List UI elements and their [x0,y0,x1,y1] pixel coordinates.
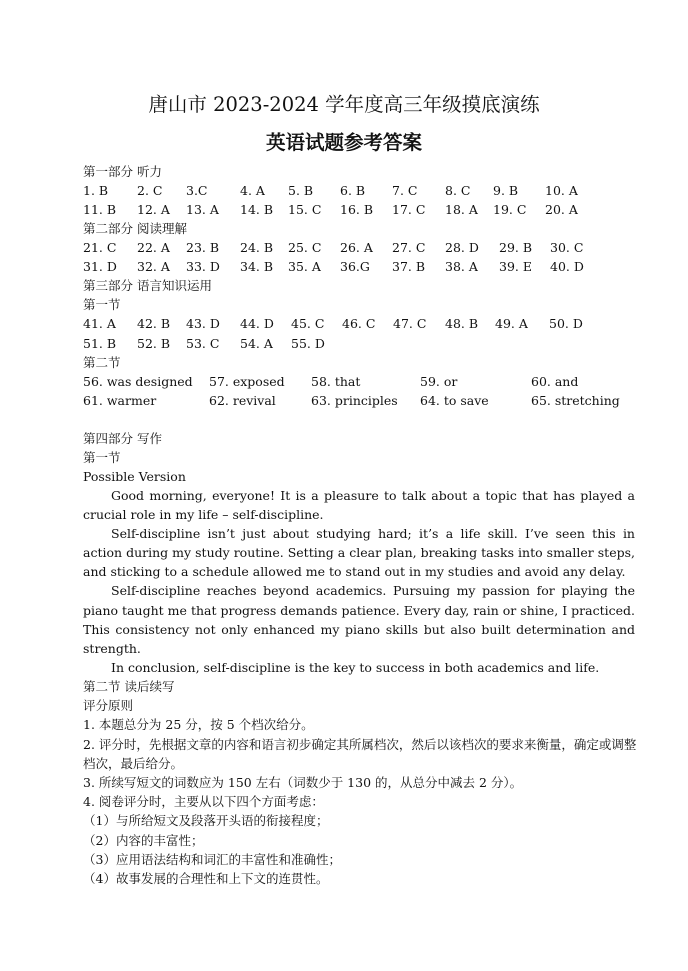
answer-cell: 3.C [186,183,208,198]
answer-cell: 23. B [186,240,220,255]
part2-answer-row [83,257,639,276]
answer-cell: 58. that [311,374,361,389]
answer-cell: 42. B [137,316,171,331]
answer-cell: 28. D [445,240,479,255]
part1-answer-row [83,181,639,200]
part3-fill-row [83,391,639,410]
answer-cell: 2. C [137,183,163,198]
rules-heading: 评分原则 [83,698,134,714]
answer-cell: 56. was designed [83,374,193,389]
rule-item: （2）内容的丰富性； [83,832,204,848]
answer-cell: 6. B [340,183,366,198]
rule-item: 4. 阅卷评分时，主要从以下四个方面考虑： [83,794,324,810]
rule-item: （3）应用语法结构和词汇的丰富性和准确性； [83,851,341,867]
answer-cell: 32. A [137,259,170,274]
answer-cell: 49. A [495,316,528,331]
answer-cell: 53. C [186,336,220,351]
possible-version-label: Possible Version [83,469,186,484]
answer-cell: 19. C [493,202,527,217]
answer-cell: 10. A [545,183,578,198]
answer-cell: 45. C [291,316,325,331]
answer-cell: 39. E [499,259,532,274]
part4-section1-heading: 第一节 [83,450,121,465]
part1-answer-row [83,200,639,219]
answer-cell: 37. B [392,259,426,274]
answer-cell: 22. A [137,240,170,255]
answer-cell: 1. B [83,183,109,198]
rule-item: 1. 本题总分为 25 分，按 5 个档次给分。 [83,717,314,733]
answer-cell: 17. C [392,202,426,217]
scoring-section [83,677,639,888]
answer-cell: 59. or [420,374,458,389]
answer-cell: 15. C [288,202,322,217]
answer-cell: 5. B [288,183,314,198]
answer-cell: 36.G [340,259,370,274]
part2-answer-row [83,238,639,257]
part2-heading: 第二部分 阅读理解 [83,221,187,236]
part4-heading: 第四部分 写作 [83,431,162,446]
rule-item: 2. 评分时，先根据文章的内容和语言初步确定其所属档次，然后以该档次的要求来衡量，确定或调整档次，最后给分。 [83,736,637,771]
essay-paragraph: Self-discipline isn’t just about studying hard; it’s a life skill. I’ve seen this in action during my study routine. Setting a clear plan, breaking tasks into smaller steps, and sticking to a schedule allowed me to stand out in my studies and avoid any delay. [83,526,635,580]
answer-cell: 20. A [545,202,578,217]
answer-cell: 21. C [83,240,117,255]
part3-answer-row [83,314,639,333]
part3-heading: 第三部分 语言知识运用 [83,278,212,293]
part1-heading: 第一部分 听力 [83,164,162,179]
answer-cell: 16. B [340,202,374,217]
answer-cell: 55. D [291,336,325,351]
rule-item: 3. 所续写短文的词数应为 150 左右（词数少于 130 的，从总分中减去 2 分）。 [83,775,523,791]
essay-text [83,486,635,677]
answer-cell: 54. A [240,336,273,351]
page-title: 唐山市 2023-2024 学年度高三年级摸底演练 [148,93,540,116]
answer-cell: 65. stretching [531,393,620,408]
answer-cell: 35. A [288,259,321,274]
part4-section2-heading: 第二节 读后续写 [83,679,175,694]
answer-cell: 63. principles [311,393,398,408]
answer-cell: 33. D [186,259,220,274]
answer-cell: 25. C [288,240,322,255]
answer-cell: 47. C [393,316,427,331]
answer-cell: 44. D [240,316,274,331]
answer-cell: 27. C [392,240,426,255]
part3-section2-heading: 第二节 [83,355,121,370]
answer-cell: 4. A [240,183,265,198]
answer-cell: 38. A [445,259,478,274]
essay-paragraph: Self-discipline reaches beyond academics. Pursuing my passion for playing the piano taught me that progress demands patience. Every day, rain or shine, I practiced. This consistency not only enhanced my piano skills but also built determination and strength. [83,583,635,656]
answer-cell: 8. C [445,183,471,198]
answer-cell: 52. B [137,336,171,351]
answer-cell: 24. B [240,240,274,255]
answer-cell: 26. A [340,240,373,255]
answer-cell: 50. D [549,316,583,331]
answer-cell: 11. B [83,202,117,217]
answer-cell: 9. B [493,183,519,198]
rule-item: （4）故事发展的合理性和上下文的连贯性。 [83,871,329,887]
answer-cell: 18. A [445,202,478,217]
answer-cell: 43. D [186,316,220,331]
answer-cell: 30. C [550,240,584,255]
answer-cell: 7. C [392,183,418,198]
answer-cell: 40. D [550,259,584,274]
answer-cell: 31. D [83,259,117,274]
answer-cell: 48. B [445,316,479,331]
answer-cell: 51. B [83,336,117,351]
answer-cell: 29. B [499,240,533,255]
part3-fill-row [83,372,639,391]
essay-paragraph: In conclusion, self-discipline is the key to success in both academics and life. [111,659,600,675]
answer-cell: 61. warmer [83,393,157,408]
answer-cell: 14. B [240,202,274,217]
answer-cell: 57. exposed [209,374,285,389]
answer-cell: 12. A [137,202,170,217]
answer-cell: 64. to save [420,393,489,408]
essay-paragraph: Good morning, everyone! It is a pleasure to talk about a topic that has played a crucial role in my life – self-discipline. [83,488,635,523]
answer-cell: 46. C [342,316,376,331]
answer-cell: 13. A [186,202,219,217]
answer-cell: 34. B [240,259,274,274]
answer-cell: 41. A [83,316,116,331]
part3-answer-row [83,334,639,353]
answer-cell: 60. and [531,374,579,389]
part3-section1-heading: 第一节 [83,297,121,312]
page-subtitle: 英语试题参考答案 [265,131,422,154]
rule-item: （1）与所给短文及段落开头语的衔接程度； [83,813,329,829]
answer-cell: 62. revival [209,393,276,408]
